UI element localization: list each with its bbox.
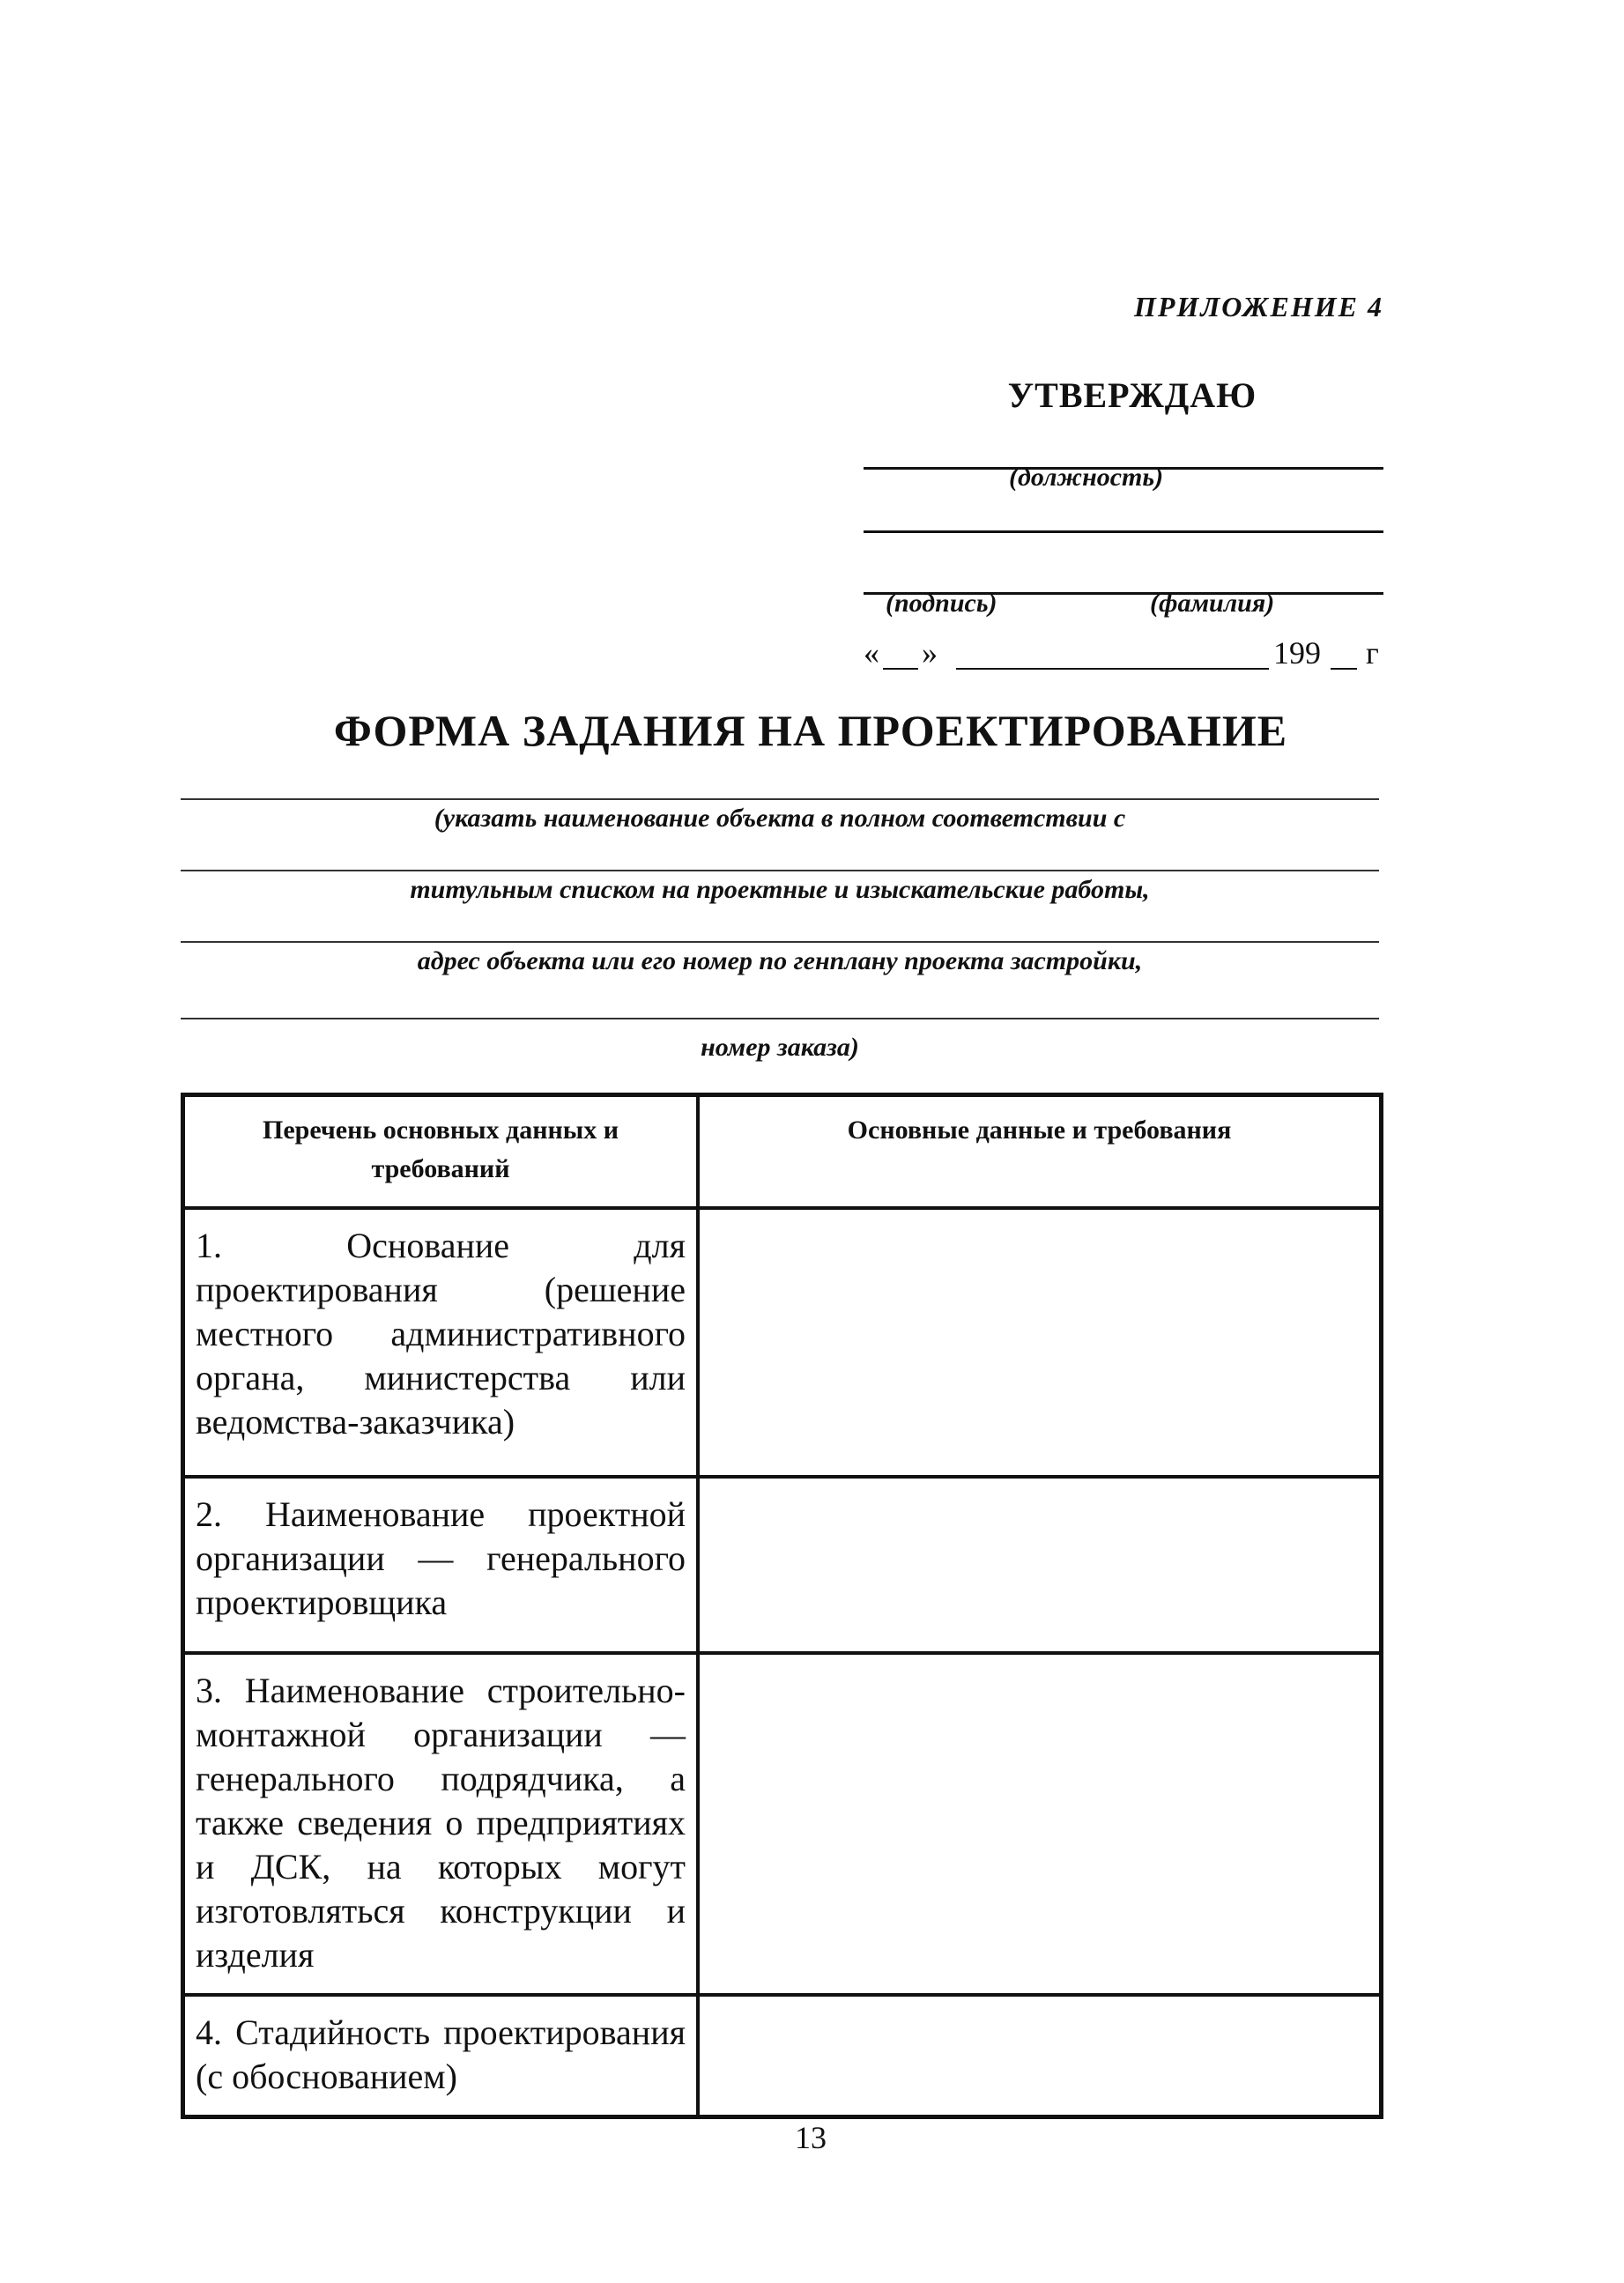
row-label: 3. Наименование строительно-монтажной организации — генерального подрядчика, а также сведения о предприятиях и ДСК, на которых могут изготовляться конструкции и изделия	[183, 1653, 699, 1995]
row-value-field[interactable]	[698, 1653, 1382, 1995]
table-row	[183, 1477, 1382, 1653]
year-suffix: г	[1366, 635, 1379, 671]
row-label: 4. Стадийность проектирования (с обоснованием)	[183, 1995, 699, 2117]
object-note-3: адрес объекта или его номер по генплану проекта застройки,	[417, 946, 1143, 975]
year-blank[interactable]	[1331, 668, 1357, 670]
row-label: 2. Наименование проектной организации — генерального проектировщика	[183, 1477, 699, 1653]
header-requirements-list: Перечень основных данных и требований	[183, 1095, 699, 1209]
table-row	[183, 1995, 1382, 2117]
object-name-line-3[interactable]	[181, 941, 1379, 943]
month-blank[interactable]	[956, 668, 1269, 670]
row-label: 1. Основание для проектирования (решение местного административного органа, министерства или ведомства-заказчика)	[183, 1208, 699, 1477]
page-number: 13	[795, 2120, 827, 2155]
object-name-line-4[interactable]	[181, 1018, 1379, 1019]
form-title: ФОРМА ЗАДАНИЯ НА ПРОЕКТИРОВАНИЕ	[333, 706, 1288, 755]
object-name-line-1[interactable]	[181, 798, 1379, 800]
day-blank[interactable]	[883, 668, 918, 670]
position-line-2[interactable]	[864, 530, 1383, 533]
header-requirements-data: Основные данные и требования	[698, 1095, 1382, 1209]
date-row	[864, 634, 1392, 678]
row-value-field[interactable]	[698, 1995, 1382, 2117]
table-row	[183, 1653, 1382, 1995]
position-caption: (должность)	[1009, 463, 1164, 492]
year-prefix: 199	[1273, 635, 1321, 671]
object-name-line-2[interactable]	[181, 870, 1379, 871]
object-note-2: титульным списком на проектные и изыскательские работы,	[410, 875, 1150, 904]
object-note-4: номер заказа)	[701, 1033, 859, 1062]
table-header-row	[183, 1095, 1382, 1209]
object-note-1: (указать наименование объекта в полном соответствии с	[434, 804, 1126, 833]
table-row	[183, 1208, 1382, 1477]
approve-heading: УТВЕРЖДАЮ	[1007, 375, 1257, 415]
requirements-table	[181, 1093, 1383, 2119]
date-quote-close: »	[922, 635, 938, 671]
appendix-label: ПРИЛОЖЕНИЕ 4	[1133, 291, 1383, 322]
row-value-field[interactable]	[698, 1208, 1382, 1477]
date-quote-open: «	[864, 635, 879, 671]
row-value-field[interactable]	[698, 1477, 1382, 1653]
signature-caption: (подпись)	[886, 589, 997, 618]
surname-caption: (фамилия)	[1150, 589, 1275, 618]
